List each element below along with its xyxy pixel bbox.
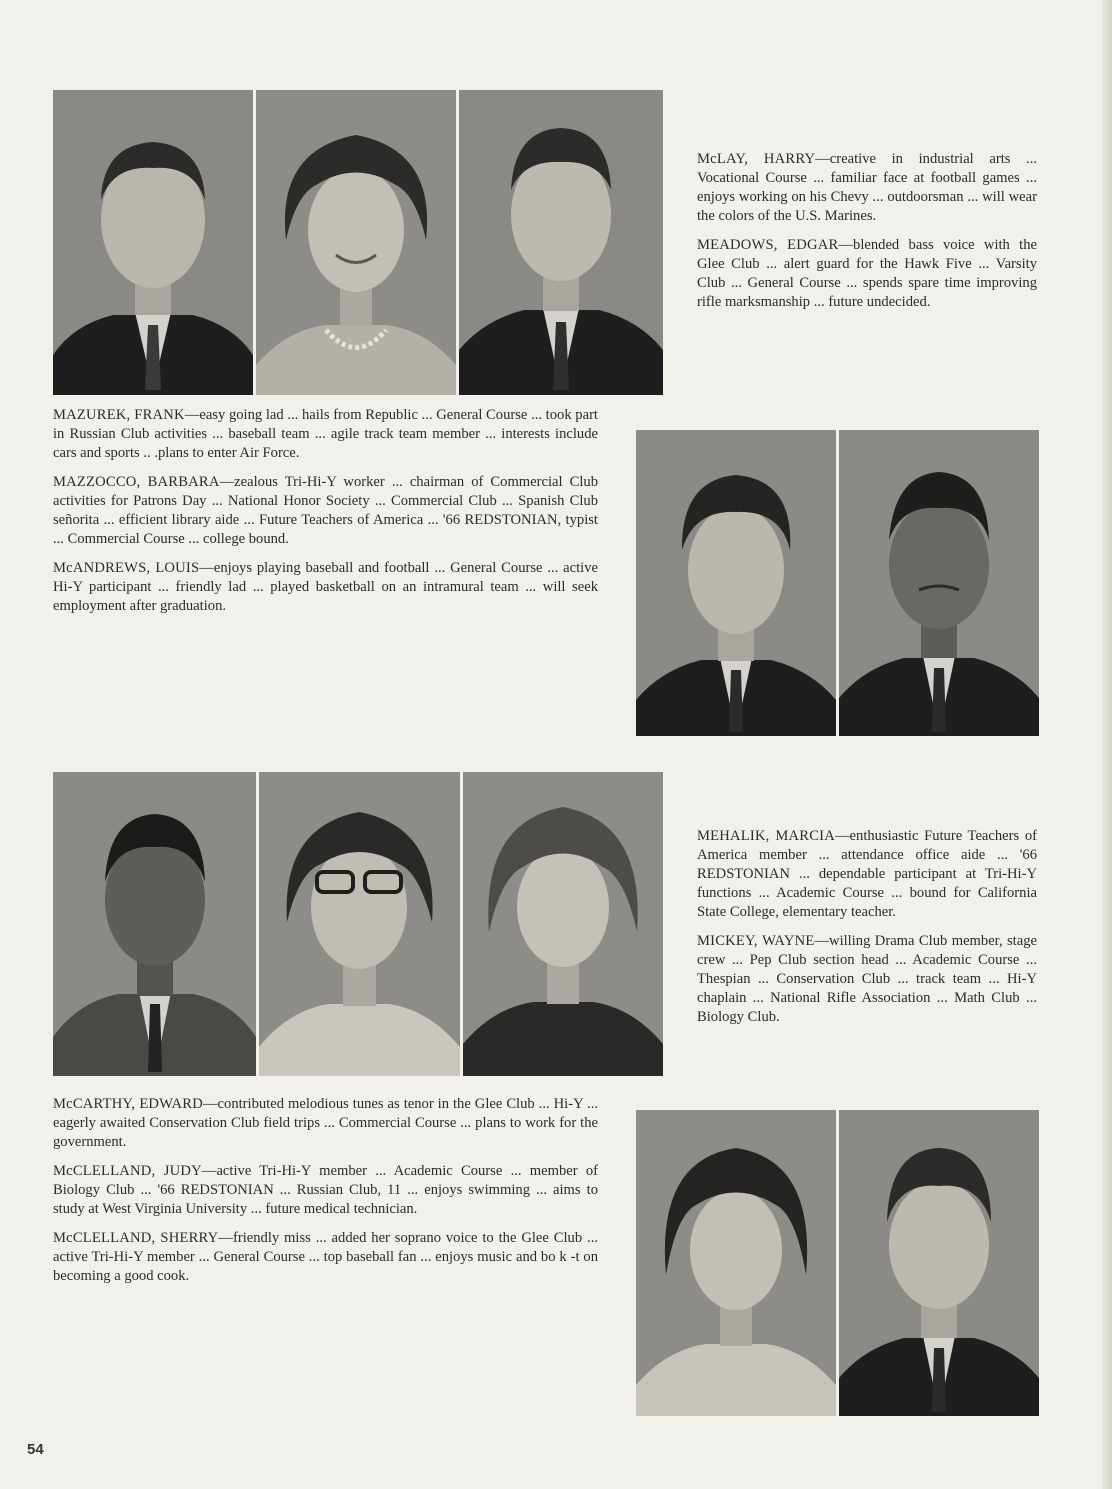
page-edge-shadow: [1102, 0, 1112, 1489]
portrait-mcandrews-louis: [636, 430, 836, 736]
bio-block-lower-left: [53, 1095, 598, 1296]
bio-text: —active Tri-Hi-Y member ... Academic Course ... member of Biology Club ... '66 REDSTONIAN ... Russian Club, 11 ... enjoys swimming ... aims to study at West Virginia University ... future medical technician.: [53, 1163, 598, 1217]
bio-mazurek: [53, 406, 598, 463]
bio-text: —blended bass voice with the Glee Club ... alert guard for the Hawk Five ... Varsity Club ... General Course ... spends spare time improving rifle marksmanship ... future undecided.: [697, 237, 1037, 310]
bio-mccarthy: [53, 1095, 598, 1152]
bio-mickey: [697, 932, 1037, 1027]
portrait-meadows-edgar: [839, 430, 1039, 736]
portrait-mcclelland-sherry: [463, 772, 663, 1076]
bio-mcandrews: [53, 559, 598, 616]
portrait-mclay-harry: [459, 90, 663, 395]
bio-mazzocco: [53, 473, 598, 549]
bio-name: MAZZOCCO, BARBARA: [53, 474, 220, 490]
bio-name: McCARTHY, EDWARD: [53, 1096, 203, 1112]
bio-text: —creative in industrial arts ... Vocational Course ... familiar face at football games ... enjoys working on his Chevy ... outdoorsman ... will wear the colors of the U.S. Marines.: [697, 151, 1038, 224]
page-number: 54: [27, 1441, 44, 1458]
portrait-mcclelland-judy: [259, 772, 460, 1076]
bio-name: MEADOWS, EDGAR: [697, 237, 839, 253]
bio-text: —friendly miss ... added her soprano voice to the Glee Club ... active Tri-Hi-Y member ... General Course ... top baseball fan ... enjoys music and bo k -t on becoming a good cook.: [53, 1230, 598, 1284]
portrait-mehalik-marcia: [636, 1110, 836, 1416]
bio-name: McCLELLAND, SHERRY: [53, 1230, 219, 1246]
bio-text: —enthusiastic Future Teachers of America member ... attendance office aide ... '66 REDSTONIAN ... dependable participant at Tri-Hi-Y functions ... Academic Course ... bound for California State College, elementary teacher.: [697, 828, 1037, 920]
bio-block-top-right: [697, 150, 1037, 322]
bio-name: MEHALIK, MARCIA: [697, 828, 835, 844]
bio-text: —contributed melodious tunes as tenor in the Glee Club ... Hi-Y ... eagerly awaited Conservation Club field trips ... Commercial Course ... plans to work for the government.: [53, 1096, 598, 1150]
bio-mclay: [697, 150, 1037, 226]
bio-text: —willing Drama Club member, stage crew ... Pep Club section head ... Academic Course ... Thespian ... Conservation Club ... track team ... Hi-Y chaplain ... National Rifle Association ... Math Club ... Biology Club.: [697, 933, 1037, 1025]
bio-mcclelland-judy: [53, 1162, 598, 1219]
portrait-mickey-wayne: [839, 1110, 1039, 1416]
bio-meadows: [697, 236, 1037, 312]
bio-text: —enjoys playing baseball and football ... General Course ... active Hi-Y participant ... friendly lad ... played basketball on an intramural team ... will seek employment after graduation.: [53, 560, 599, 614]
bio-mehalik: [697, 827, 1037, 922]
portrait-mazurek-frank: [53, 90, 253, 395]
bio-mcclelland-sherry: [53, 1229, 598, 1286]
bio-name: McCLELLAND, JUDY: [53, 1163, 202, 1179]
bio-name: MICKEY, WAYNE: [697, 933, 815, 949]
bio-text: —zealous Tri-Hi-Y worker ... chairman of Commercial Club activities for Patrons Day ... National Honor Society ... Commercial Club ... Spanish Club señorita ... efficient library aide ... Future Teachers of America ... '66 REDSTONIAN, typist ... Commercial Course ... college bound.: [53, 474, 598, 547]
bio-block-upper-left: [53, 406, 598, 626]
portrait-mccarthy-edward: [53, 772, 256, 1076]
bio-text: —easy going lad ... hails from Republic ... General Course ... took part in Russian Club activities ... baseball team ... agile track team member ... interests include cars and sports .. .plans to enter Air Force.: [53, 407, 598, 461]
bio-name: MAZUREK, FRANK: [53, 407, 185, 423]
bio-block-lower-right: [697, 827, 1037, 1037]
bio-name: McLAY, HARRY: [697, 151, 816, 167]
bio-name: McANDREWS, LOUIS: [53, 560, 200, 576]
portrait-mazzocco-barbara: [256, 90, 456, 395]
